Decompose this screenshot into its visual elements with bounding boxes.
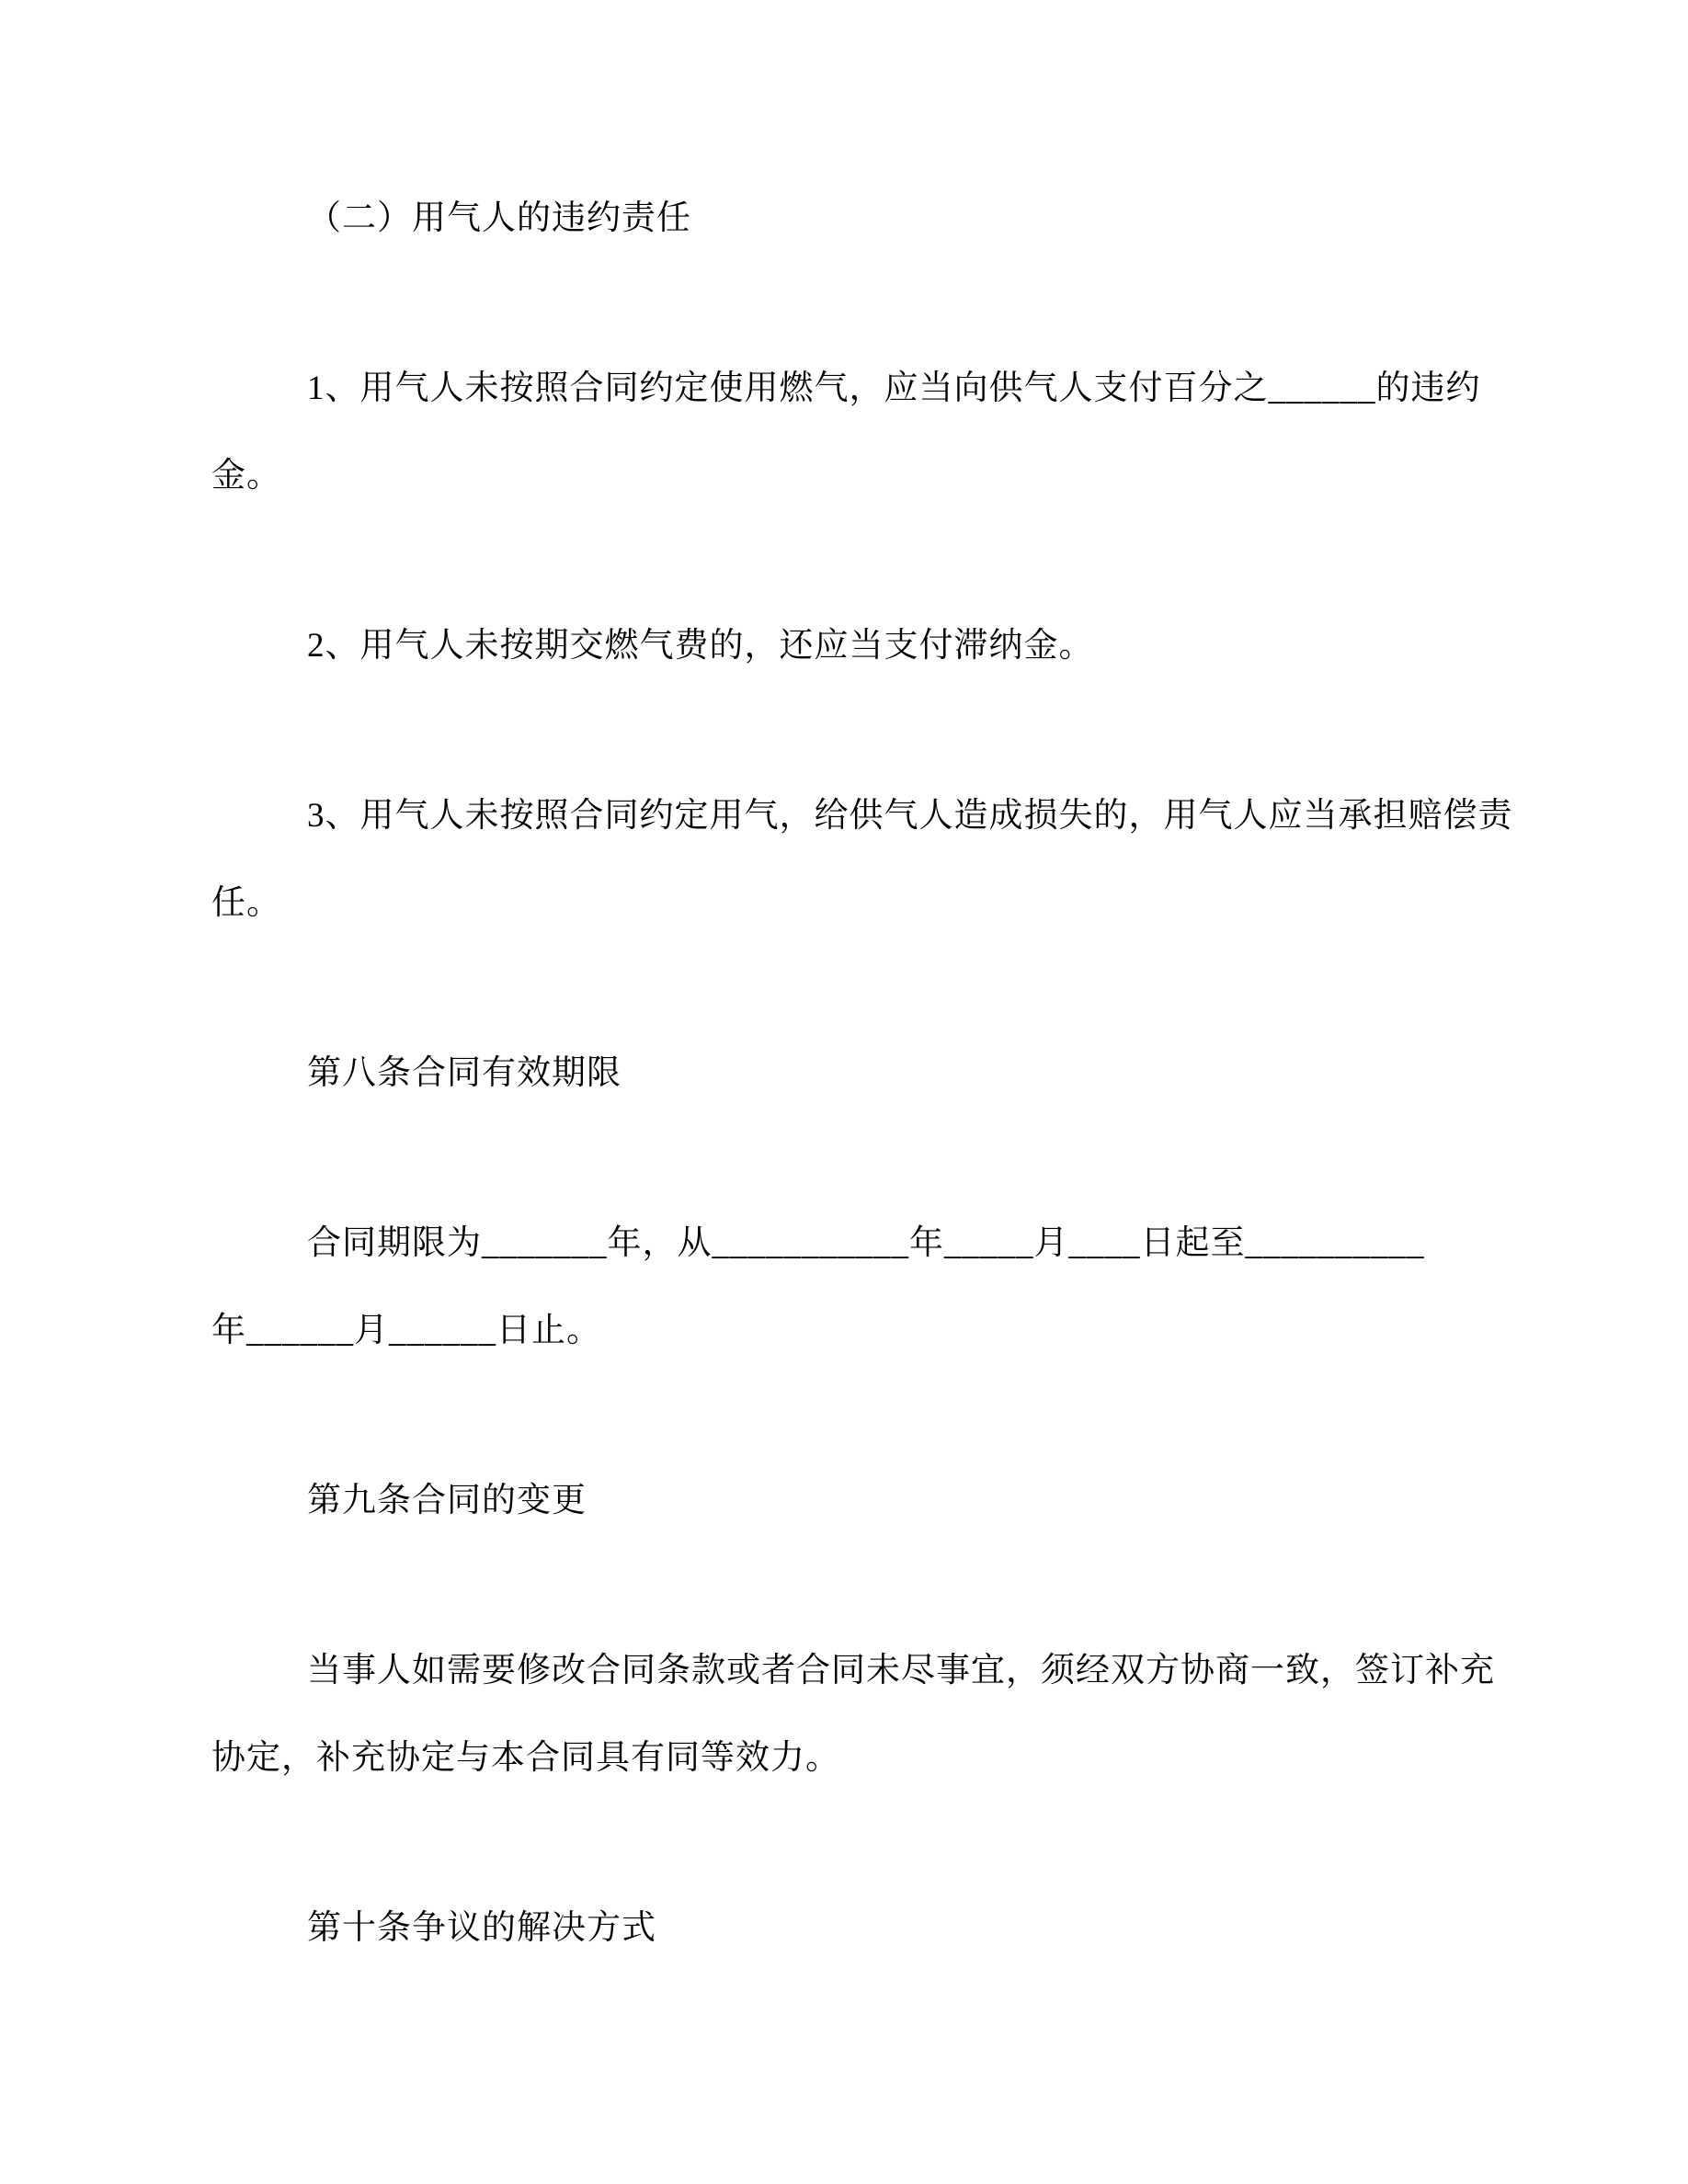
subsection-heading-user-breach [211,175,1440,262]
clause-item-2 [211,602,1440,689]
subsection-heading-text: （二）用气人的违约责任 [307,199,691,237]
article-9-paragraph-line-2: 协定，补充协定与本合同具有同等效力。 [211,1739,840,1777]
article-10-heading [211,1884,1440,1972]
article-9-heading-text: 第九条合同的变更 [307,1482,587,1519]
clause-item-3 [211,772,1513,947]
clause-item-1-line-1: 1、用气人未按照合同约定使用燃气，应当向供气人支付百分之______的违约 [307,370,1481,407]
article-8-term-line-2: 年______月______日止。 [211,1312,601,1349]
article-8-term-line-1: 合同期限为_______年，从___________年_____月____日起至__________ [307,1224,1425,1262]
article-10-heading-text: 第十条争议的解决方式 [307,1909,656,1947]
clause-item-2-line-1: 2、用气人未按期交燃气费的，还应当支付滞纳金。 [307,627,1094,665]
clause-item-3-line-2: 任。 [211,884,281,922]
article-8-term-paragraph [211,1200,1440,1374]
article-9-heading [211,1457,1440,1544]
article-8-heading [211,1029,1440,1117]
article-9-paragraph-line-1: 当事人如需要修改合同条款或者合同未尽事宜，须经双方协商一致，签订补充 [307,1652,1495,1689]
clause-item-1-line-2: 金。 [211,457,281,495]
article-8-heading-text: 第八条合同有效期限 [307,1054,622,1092]
article-9-paragraph [211,1627,1495,1802]
clause-item-1 [211,345,1481,519]
clause-item-3-line-1: 3、用气人未按照合同约定用气，给供气人造成损失的，用气人应当承担赔偿责 [307,797,1513,835]
